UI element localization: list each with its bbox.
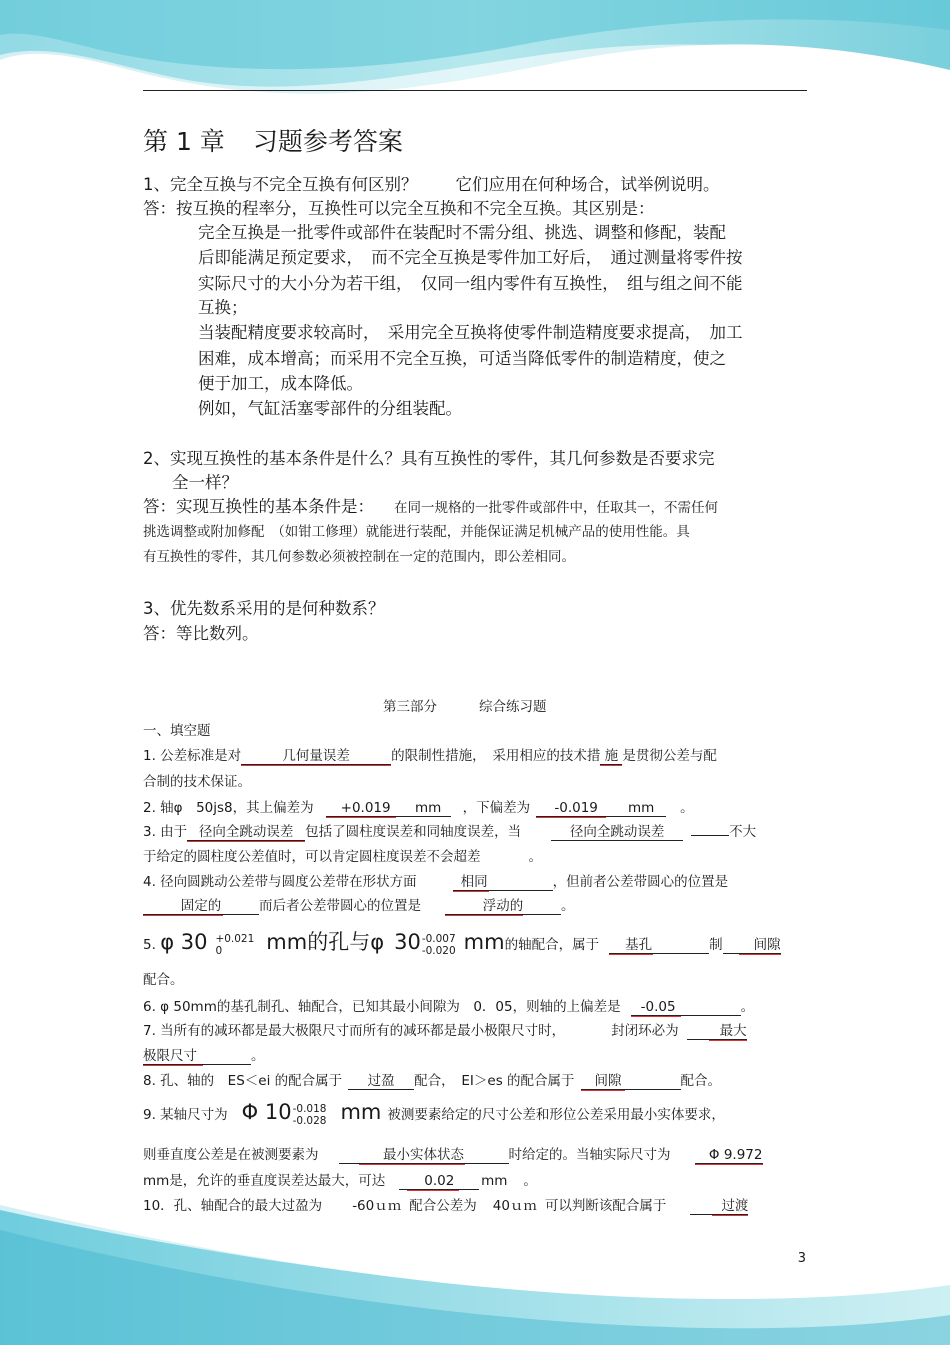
q3-answer: 答：等比数列。 [143, 624, 259, 643]
exercise-7-line-2: 极限尺寸 。 [143, 1044, 265, 1065]
exercise-4-line-2: 固定的 而后者公差带圆心的位置是 浮动的 。 [143, 894, 575, 915]
blank-answer: 径向全跳动误差 [187, 820, 305, 841]
section-heading: 一、填空题 [143, 723, 211, 739]
blank-answer: 相同 [453, 870, 553, 891]
q2-answer-line-2: 挑选调整或附加修配 （如钳工修理）就能进行装配，并能保证满足机械产品的使用性能。具 [143, 524, 690, 540]
exercise-10: 10．孔、轴配合的最大过盈为 -60ｕｍ 配合公差为 40ｕｍ 可以判断该配合属于 过渡 [143, 1194, 748, 1215]
exercise-1-line-2: 合制的技术保证。 [143, 774, 251, 790]
blank-answer: 固定的 [143, 894, 259, 915]
blank-answer: 过盈 [348, 1069, 414, 1090]
q2-question-line-2: 全一样？ [172, 473, 238, 492]
blank-answer: 最小实体状态 [339, 1143, 509, 1164]
exercise-4-line-1: 4. 径向圆跳动公差带与圆度公差带在形状方面 相同 ，但前者公差带圆心的位置是 [143, 870, 728, 891]
blank-answer: 极限尺寸 [143, 1044, 251, 1065]
q2-answer-line-1: 答：实现互换性的基本条件是： 在同一规格的一批零件或部件中，任取其一，不需任何 [143, 497, 718, 516]
exercise-8: 8. 孔、轴的 ES＜ei 的配合属于 过盈 配合， EI＞es 的配合属于 间隙 配合。 [143, 1069, 721, 1090]
q1-question: 1、完全互换与不完全互换有何区别？ 它们应用在何种场合，试举例说明。 [143, 175, 720, 194]
blank-answer: 间隙 [581, 1069, 681, 1090]
blank-answer: -0.05 [631, 999, 741, 1016]
chapter-title-text: 习题参考答案 [252, 127, 403, 156]
blank-answer: 0.02 [399, 1173, 479, 1190]
exercise-9-line-3: mm是，允许的垂直度误差达最大，可达 0.02 mm 。 [143, 1173, 537, 1189]
exercise-6: 6. φ 50mm的基孔制孔、轴配合，已知其最小间隙为 0．05，则轴的上偏差是 -0.05 。 [143, 999, 755, 1015]
exercise-9-line-2: 则垂直度公差是在被测要素为 最小实体状态 时给定的。当轴实际尺寸为 Φ 9.972 [143, 1143, 763, 1164]
q1-line-5: 当装配精度要求较高时， 采用完全互换将使零件制造精度要求提高， 加工 [198, 323, 743, 342]
q1-line-8: 例如，气缸活塞零部件的分组装配。 [198, 399, 462, 418]
chapter-title [143, 122, 403, 158]
blank-answer: 过渡 [690, 1194, 748, 1215]
blank-answer: 最大 [687, 1019, 747, 1040]
blank-answer: 几何量误差 [241, 744, 391, 765]
page-number: 3 [797, 1251, 806, 1266]
chapter-number: 第 1 章 [143, 127, 225, 156]
exercise-3-line-1: 3. 由于 径向全跳动误差 包括了圆柱度误差和同轴度误差，当 径向全跳动误差 不大 [143, 820, 756, 841]
q1-line-1: 完全互换是一批零件或部件在装配时不需分组、挑选、调整和修配，装配 [198, 223, 726, 242]
blank-answer: 径向全跳动误差 [551, 820, 683, 841]
exercise-9-line-1: 9. 某轴尺寸为 Φ 10 -0.018 -0.028 mm 被测要素给定的尺寸公差和形位公差采用最小实体要求， [143, 1100, 725, 1127]
exercise-7-line-1: 7. 当所有的减环都是最大极限尺寸而所有的减环都是最小极限尺寸时， 封闭环必为 最大 [143, 1019, 747, 1040]
header-rule [143, 90, 807, 91]
blank-answer: -0.019 [536, 800, 616, 817]
blank-answer: Φ 9.972 [695, 1147, 763, 1164]
exercise-3-line-2: 于给定的圆柱度公差值时，可以肯定圆柱度误差不会超差 。 [143, 849, 542, 865]
q1-line-3: 实际尺寸的大小分为若干组， 仅同一组内零件有互换性， 组与组之间不能 [198, 274, 743, 293]
q1-answer-intro: 答：按互换的程率分，互换性可以完全互换和不完全互换。其区别是： [143, 199, 655, 218]
blank-answer: 间隙 [723, 933, 781, 954]
q1-line-4: 互换； [198, 298, 248, 317]
blank-answer: +0.019 [326, 800, 406, 817]
blank-answer: 浮动的 [445, 894, 561, 915]
blank-answer: 施 [600, 744, 622, 765]
part3-heading: 第三部分 综合练习题 [383, 699, 547, 715]
q3-question: 3、优先数系采用的是何种数系？ [143, 599, 385, 618]
exercise-5-line-2: 配合。 [143, 972, 184, 988]
q1-line-2: 后即能满足预定要求， 而不完全互换是零件加工好后， 通过测量将零件按 [198, 248, 743, 267]
q2-question-line-1: 2、实现互换性的基本条件是什么？具有互换性的零件，其几何参数是否要求完 [143, 449, 715, 468]
q2-answer-line-3: 有互换性的零件，其几何参数必须被控制在一定的范围内，即公差相同。 [143, 549, 575, 565]
exercise-5-line-1: 5. φ 30 +0.021 0 mm的孔与φ 30 -0.007 -0.020 mm的轴配合，属于 基孔 制 间隙 [143, 930, 781, 957]
blank-answer: 基孔 [609, 933, 709, 954]
q1-line-6: 困难，成本增高；而采用不完全互换，可适当降低零件的制造精度，使之 [198, 349, 726, 368]
q1-line-7: 便于加工，成本降低。 [198, 374, 363, 393]
exercise-1-line-1: 1. 公差标准是对 几何量误差 的限制性措施， 采用相应的技术措 施 是贯彻公差与配 [143, 744, 717, 765]
exercise-2: 2. 轴φ 50js8，其上偏差为 +0.019 mm ，下偏差为 -0.019 mm 。 [143, 800, 694, 816]
